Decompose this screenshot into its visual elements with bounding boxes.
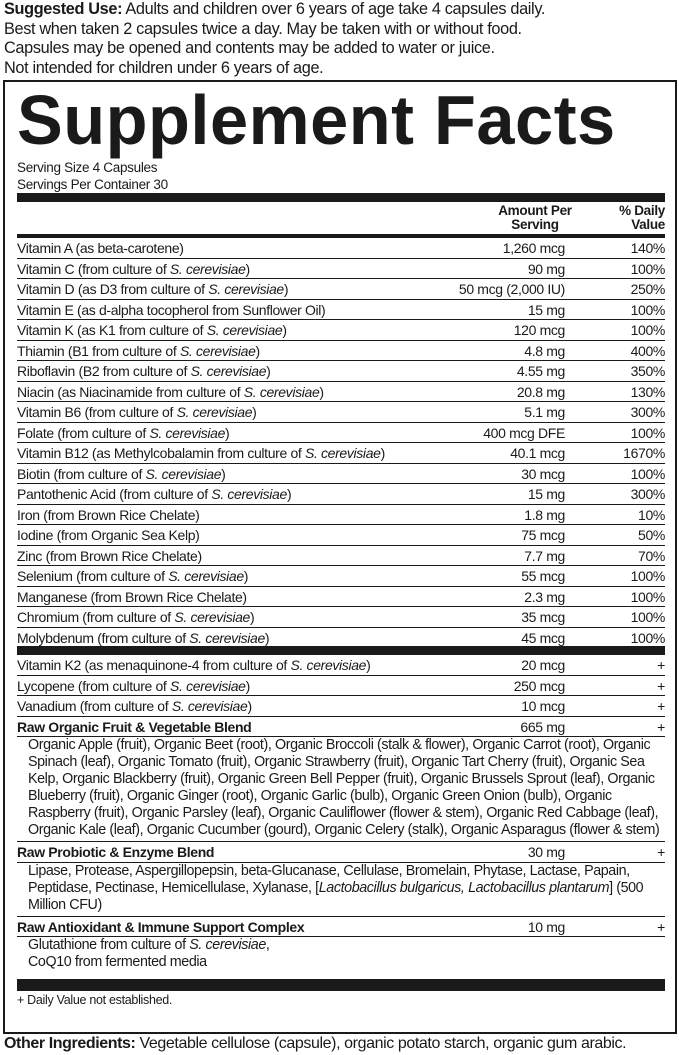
nutrient-daily-value: + — [657, 698, 665, 714]
nutrient-source-organism: S. cerevisiae — [243, 383, 320, 400]
nutrient-name-text: ) — [245, 677, 250, 694]
nutrient-source-organism: S. cerevisiae — [171, 698, 248, 714]
nutrient-daily-value: 100% — [630, 609, 665, 625]
blend-row — [17, 917, 665, 938]
suggested-use — [4, 0, 545, 78]
nutrient-row — [17, 300, 665, 321]
nutrient-amount: 1.8 mg — [524, 506, 565, 523]
other-ingredients-label: Other Ingredients: — [4, 1035, 136, 1052]
nutrient-amount: 2.3 mg — [524, 588, 565, 605]
nutrient-amount: 1,260 mcg — [502, 240, 565, 256]
other-ingredients — [4, 1034, 626, 1054]
nutrient-row — [17, 546, 665, 567]
nutrient-name-text: Manganese (from Brown Rice Chelate) — [17, 588, 247, 605]
supplement-facts-panel — [3, 80, 677, 1034]
nutrient-name-text: ) — [282, 322, 287, 338]
blend-amount: 30 mg — [527, 844, 565, 860]
nutrient-name-text: ) — [380, 445, 385, 461]
column-headers — [17, 202, 665, 234]
nutrient-row — [17, 525, 665, 546]
nutrient-name — [17, 484, 445, 504]
blend-ingredients-italic: S. cerevisiae — [189, 937, 266, 953]
nutrient-row — [17, 696, 665, 717]
nutrient-daily-value: 100% — [630, 322, 665, 338]
blend-ingredients-text: Glutathione from culture of — [28, 937, 190, 953]
blend-list — [17, 717, 665, 974]
nutrient-name — [17, 676, 445, 696]
nutrient-amount: 400 mcg DFE — [483, 424, 565, 441]
nutrient-name — [17, 505, 445, 525]
nutrient-row — [17, 484, 665, 505]
nutrient-name-text: Vitamin A (as beta-carotene) — [17, 240, 184, 256]
blend-daily-value: + — [657, 718, 665, 735]
nutrient-amount: 15 mg — [527, 486, 565, 502]
nutrient-row — [17, 505, 665, 526]
blend-ingredients — [17, 737, 665, 842]
servings-per-container: Servings Per Container 30 — [17, 176, 168, 192]
nutrient-row — [17, 423, 665, 444]
nutrient-daily-value: 300% — [630, 486, 665, 502]
nutrient-amount: 75 mcg — [521, 527, 565, 543]
suggested-use-line: Not intended for children under 6 years of age. — [4, 58, 324, 77]
nutrient-row — [17, 341, 665, 362]
blend-amount: 10 mg — [527, 918, 565, 935]
nutrient-row — [17, 320, 665, 341]
nutrient-daily-value: 100% — [630, 588, 665, 605]
nutrient-name-text: ) — [243, 568, 249, 584]
nutrient-amount: 50 mcg (2,000 IU) — [458, 281, 565, 297]
nutrient-daily-value: 50% — [638, 527, 665, 543]
blend-ingredients-text: , CoQ10 from fermented media — [28, 937, 270, 970]
nutrient-daily-value: 140% — [630, 240, 665, 256]
nutrient-row — [17, 443, 665, 464]
nutrient-name — [17, 566, 445, 586]
nutrient-amount: 90 mg — [527, 260, 565, 277]
panel-title: Supplement Facts — [17, 81, 616, 159]
nutrient-daily-value: 130% — [630, 383, 665, 400]
nutrient-name-text: ) — [250, 609, 255, 625]
nutrient-source-organism: S. cerevisiae — [290, 657, 367, 673]
blend-ingredients-text: Lipase, Protease, Aspergillopepsin, beta-Glucanase, Cellulase, Bromelain, Phytase, Lactase, Papain, Peptidase, Pectinase, Hemicellulase, Xylanase, [ — [28, 862, 634, 896]
blend-name: Raw Antioxidant & Immune Support Complex — [17, 918, 305, 935]
nutrient-daily-value: 100% — [630, 301, 665, 318]
nutrient-name-text: Iron (from Brown Rice Chelate) — [17, 506, 200, 523]
nutrient-name — [17, 423, 445, 443]
nutrient-daily-value: 100% — [630, 629, 665, 646]
nutrient-name — [17, 443, 445, 463]
nutrient-name-text: Riboflavin (B2 from culture of — [17, 363, 191, 379]
blend-ingredients-text: Organic Apple (fruit), Organic Beet (root), Organic Broccoli (stalk & flower), Organic Carrot (root), Organic Spinach (leaf), Organic Tomato (fruit), Organic Strawberry (fruit), Organic Tart Cherry (fruit), Organic Sea Kelp, Organic Blackberry (fruit), Organic Green Bell Pepper (fruit), Organic Brussels Sprout (leaf), Organic Blueberry (fruit), Organic Ginger (root), Organic Garlic (bulb), Organic Green Onion (bulb), Organic Raspberry (fruit), Organic Parsley (leaf), Organic Cauliflower (flower & stem), Organic Red Cabbage (leaf), Organic Kale (leaf), Organic Cucumber (gourd), Organic Celery (stalk), Organic Asparagus (flower & stem) — [28, 737, 662, 838]
nutrient-daily-value: 100% — [630, 424, 665, 441]
blend-ingredients-text: ] (500 Million CFU) — [28, 879, 647, 913]
suggested-use-line: Adults and children over 6 years of age take 4 capsules daily. — [122, 0, 546, 18]
nutrient-name — [17, 546, 445, 566]
nutrient-name — [17, 628, 445, 648]
serving-info — [17, 160, 665, 193]
nutrient-amount: 35 mcg — [521, 609, 565, 625]
nutrient-source-organism: S. cerevisiae — [189, 629, 265, 646]
suggested-use-label: Suggested Use: — [4, 0, 123, 18]
nutrient-name-text: ) — [319, 383, 324, 400]
blend-daily-value: + — [657, 918, 665, 935]
nutrient-source-organism: S. cerevisiae — [208, 281, 284, 297]
nutrient-name-text: ) — [245, 260, 250, 277]
nutrient-row — [17, 259, 665, 280]
nutrient-name — [17, 300, 445, 320]
nutrient-daily-value: 100% — [630, 465, 665, 482]
nutrient-name-text: Vitamin K (as K1 from culture of — [17, 322, 207, 338]
nutrient-name-text: Niacin (as Niacinamide from culture of — [17, 383, 244, 400]
nutrient-name-text: ) — [221, 465, 226, 482]
nutrient-source-organism: S. cerevisiae — [168, 568, 244, 584]
nutrient-name — [17, 402, 445, 422]
nutrient-daily-value: 10% — [638, 506, 665, 523]
suggested-use-line: Best when taken 2 capsules twice a day. May be taken with or without food. — [4, 19, 522, 38]
nutrient-row — [17, 566, 665, 587]
nutrient-amount: 45 mcg — [521, 629, 565, 646]
nutrient-row — [17, 361, 665, 382]
nutrient-name-text: Selenium (from culture of — [17, 568, 169, 584]
nutrient-amount: 55 mcg — [521, 568, 565, 584]
other-nutrient-list — [17, 655, 665, 717]
nutrient-name — [17, 382, 445, 402]
nutrient-source-organism: S. cerevisiae — [176, 404, 253, 420]
nutrient-name-text: Vitamin K2 (as menaquinone-4 from culture of — [17, 657, 291, 673]
suggested-use-line: Capsules may be opened and contents may be added to water or juice. — [4, 39, 495, 57]
nutrient-name — [17, 279, 445, 299]
nutrient-daily-value: 70% — [638, 547, 665, 564]
vitamin-list — [17, 238, 665, 647]
nutrient-source-organism: S. cerevisiae — [179, 342, 256, 359]
nutrient-daily-value: 1670% — [623, 445, 665, 461]
nutrient-daily-value: 250% — [630, 281, 665, 297]
nutrient-row — [17, 676, 665, 697]
nutrient-source-organism: S. cerevisiae — [145, 465, 222, 482]
nutrient-name-text: Vitamin B6 (from culture of — [17, 404, 177, 420]
nutrient-name — [17, 607, 445, 627]
other-ingredients-text: Vegetable cellulose (capsule), organic potato starch, organic gum arabic. — [135, 1035, 627, 1052]
nutrient-row — [17, 464, 665, 485]
nutrient-row — [17, 402, 665, 423]
blend-daily-value: + — [657, 844, 665, 860]
nutrient-name-text: ) — [252, 404, 257, 420]
nutrient-name — [17, 259, 445, 279]
nutrient-row — [17, 655, 665, 676]
blend-row — [17, 842, 665, 863]
nutrient-name-text: Folate (from culture of — [17, 424, 150, 441]
blend-amount: 665 mg — [520, 718, 565, 735]
blend-ingredients-italic: Lactobacillus bulgaricus, Lactobacillus plantarum — [318, 879, 610, 896]
nutrient-name — [17, 655, 445, 675]
nutrient-amount: 5.1 mg — [524, 404, 565, 420]
footnote: + Daily Value not established. — [17, 993, 173, 1007]
nutrient-daily-value: 300% — [630, 404, 665, 420]
nutrient-amount: 10 mcg — [521, 698, 565, 714]
nutrient-name-text: Vanadium (from culture of — [17, 698, 172, 714]
nutrient-row — [17, 628, 665, 648]
nutrient-row — [17, 382, 665, 403]
nutrient-daily-value: 350% — [630, 363, 665, 379]
nutrient-source-organism: S. cerevisiae — [169, 260, 246, 277]
nutrient-name — [17, 238, 445, 258]
blend-name: Raw Organic Fruit & Vegetable Blend — [17, 718, 252, 735]
nutrient-source-organism: S. cerevisiae — [304, 445, 381, 461]
nutrient-daily-value: + — [657, 677, 665, 694]
blend-ingredients — [17, 937, 665, 973]
nutrient-name-text: ) — [225, 424, 230, 441]
nutrient-name-text: Vitamin E (as d-alpha tocopherol from Sunflower Oil) — [17, 301, 326, 318]
nutrient-name-text: Chromium (from culture of — [17, 609, 175, 625]
nutrient-name-text: Zinc (from Brown Rice Chelate) — [17, 547, 202, 564]
nutrient-name — [17, 320, 445, 340]
nutrient-amount: 30 mcg — [521, 465, 565, 482]
nutrient-name-text: Molybdenum (from culture of — [17, 629, 190, 646]
divider-thick — [17, 646, 665, 655]
nutrient-source-organism: S. cerevisiae — [170, 677, 246, 694]
nutrient-name-text: ) — [286, 486, 292, 502]
blend-ingredients — [17, 863, 665, 917]
nutrient-name-text: Pantothenic Acid (from culture of — [17, 486, 212, 502]
nutrient-row — [17, 607, 665, 628]
nutrient-name-text: ) — [366, 657, 371, 673]
nutrient-name — [17, 361, 445, 381]
nutrient-amount: 4.8 mg — [524, 342, 565, 359]
nutrient-name-text: Biotin (from culture of — [17, 465, 146, 482]
nutrient-daily-value: 400% — [630, 342, 665, 359]
nutrient-row — [17, 279, 665, 300]
header-amount: Amount Per Serving — [498, 203, 572, 232]
nutrient-name-text: ) — [264, 629, 270, 646]
nutrient-amount: 4.55 mg — [516, 363, 565, 379]
nutrient-amount: 20 mcg — [521, 657, 565, 673]
nutrient-amount: 15 mg — [527, 301, 565, 318]
nutrient-amount: 120 mcg — [513, 322, 565, 338]
nutrient-name-text: ) — [266, 363, 271, 379]
nutrient-daily-value: 100% — [630, 568, 665, 584]
nutrient-source-organism: S. cerevisiae — [206, 322, 283, 338]
nutrient-name — [17, 525, 445, 545]
nutrient-name — [17, 587, 445, 607]
blend-row — [17, 717, 665, 738]
nutrient-name-text: Iodine (from Organic Sea Kelp) — [17, 527, 200, 543]
nutrient-amount: 7.7 mg — [524, 547, 565, 564]
nutrient-name-text: Vitamin D (as D3 from culture of — [17, 281, 209, 297]
nutrient-daily-value: + — [657, 657, 665, 673]
nutrient-name-text: Thiamin (B1 from culture of — [17, 342, 180, 359]
nutrient-source-organism: S. cerevisiae — [211, 486, 287, 502]
nutrient-name-text: Vitamin B12 (as Methylcobalamin from culture of — [17, 445, 305, 461]
nutrient-amount: 250 mcg — [513, 677, 565, 694]
nutrient-name-text: Vitamin C (from culture of — [17, 260, 170, 277]
nutrient-row — [17, 587, 665, 608]
nutrient-name-text: Lycopene (from culture of — [17, 677, 171, 694]
nutrient-source-organism: S. cerevisiae — [149, 424, 226, 441]
divider-thick — [17, 193, 665, 202]
nutrient-amount: 40.1 mcg — [510, 445, 565, 461]
nutrient-name — [17, 341, 445, 361]
serving-size: Serving Size 4 Capsules — [17, 160, 158, 175]
nutrient-amount: 20.8 mg — [516, 383, 565, 400]
blend-name: Raw Probiotic & Enzyme Blend — [17, 844, 215, 860]
divider-thick — [17, 979, 665, 991]
nutrient-name-text: ) — [247, 698, 252, 714]
nutrient-name-text: ) — [283, 281, 289, 297]
nutrient-source-organism: S. cerevisiae — [174, 609, 250, 625]
nutrient-name-text: ) — [255, 342, 260, 359]
nutrient-name — [17, 464, 445, 484]
nutrient-daily-value: 100% — [630, 260, 665, 277]
nutrient-source-organism: S. cerevisiae — [190, 363, 267, 379]
header-daily-value: % Daily Value — [619, 203, 665, 232]
nutrient-row — [17, 238, 665, 259]
nutrient-name — [17, 696, 445, 716]
